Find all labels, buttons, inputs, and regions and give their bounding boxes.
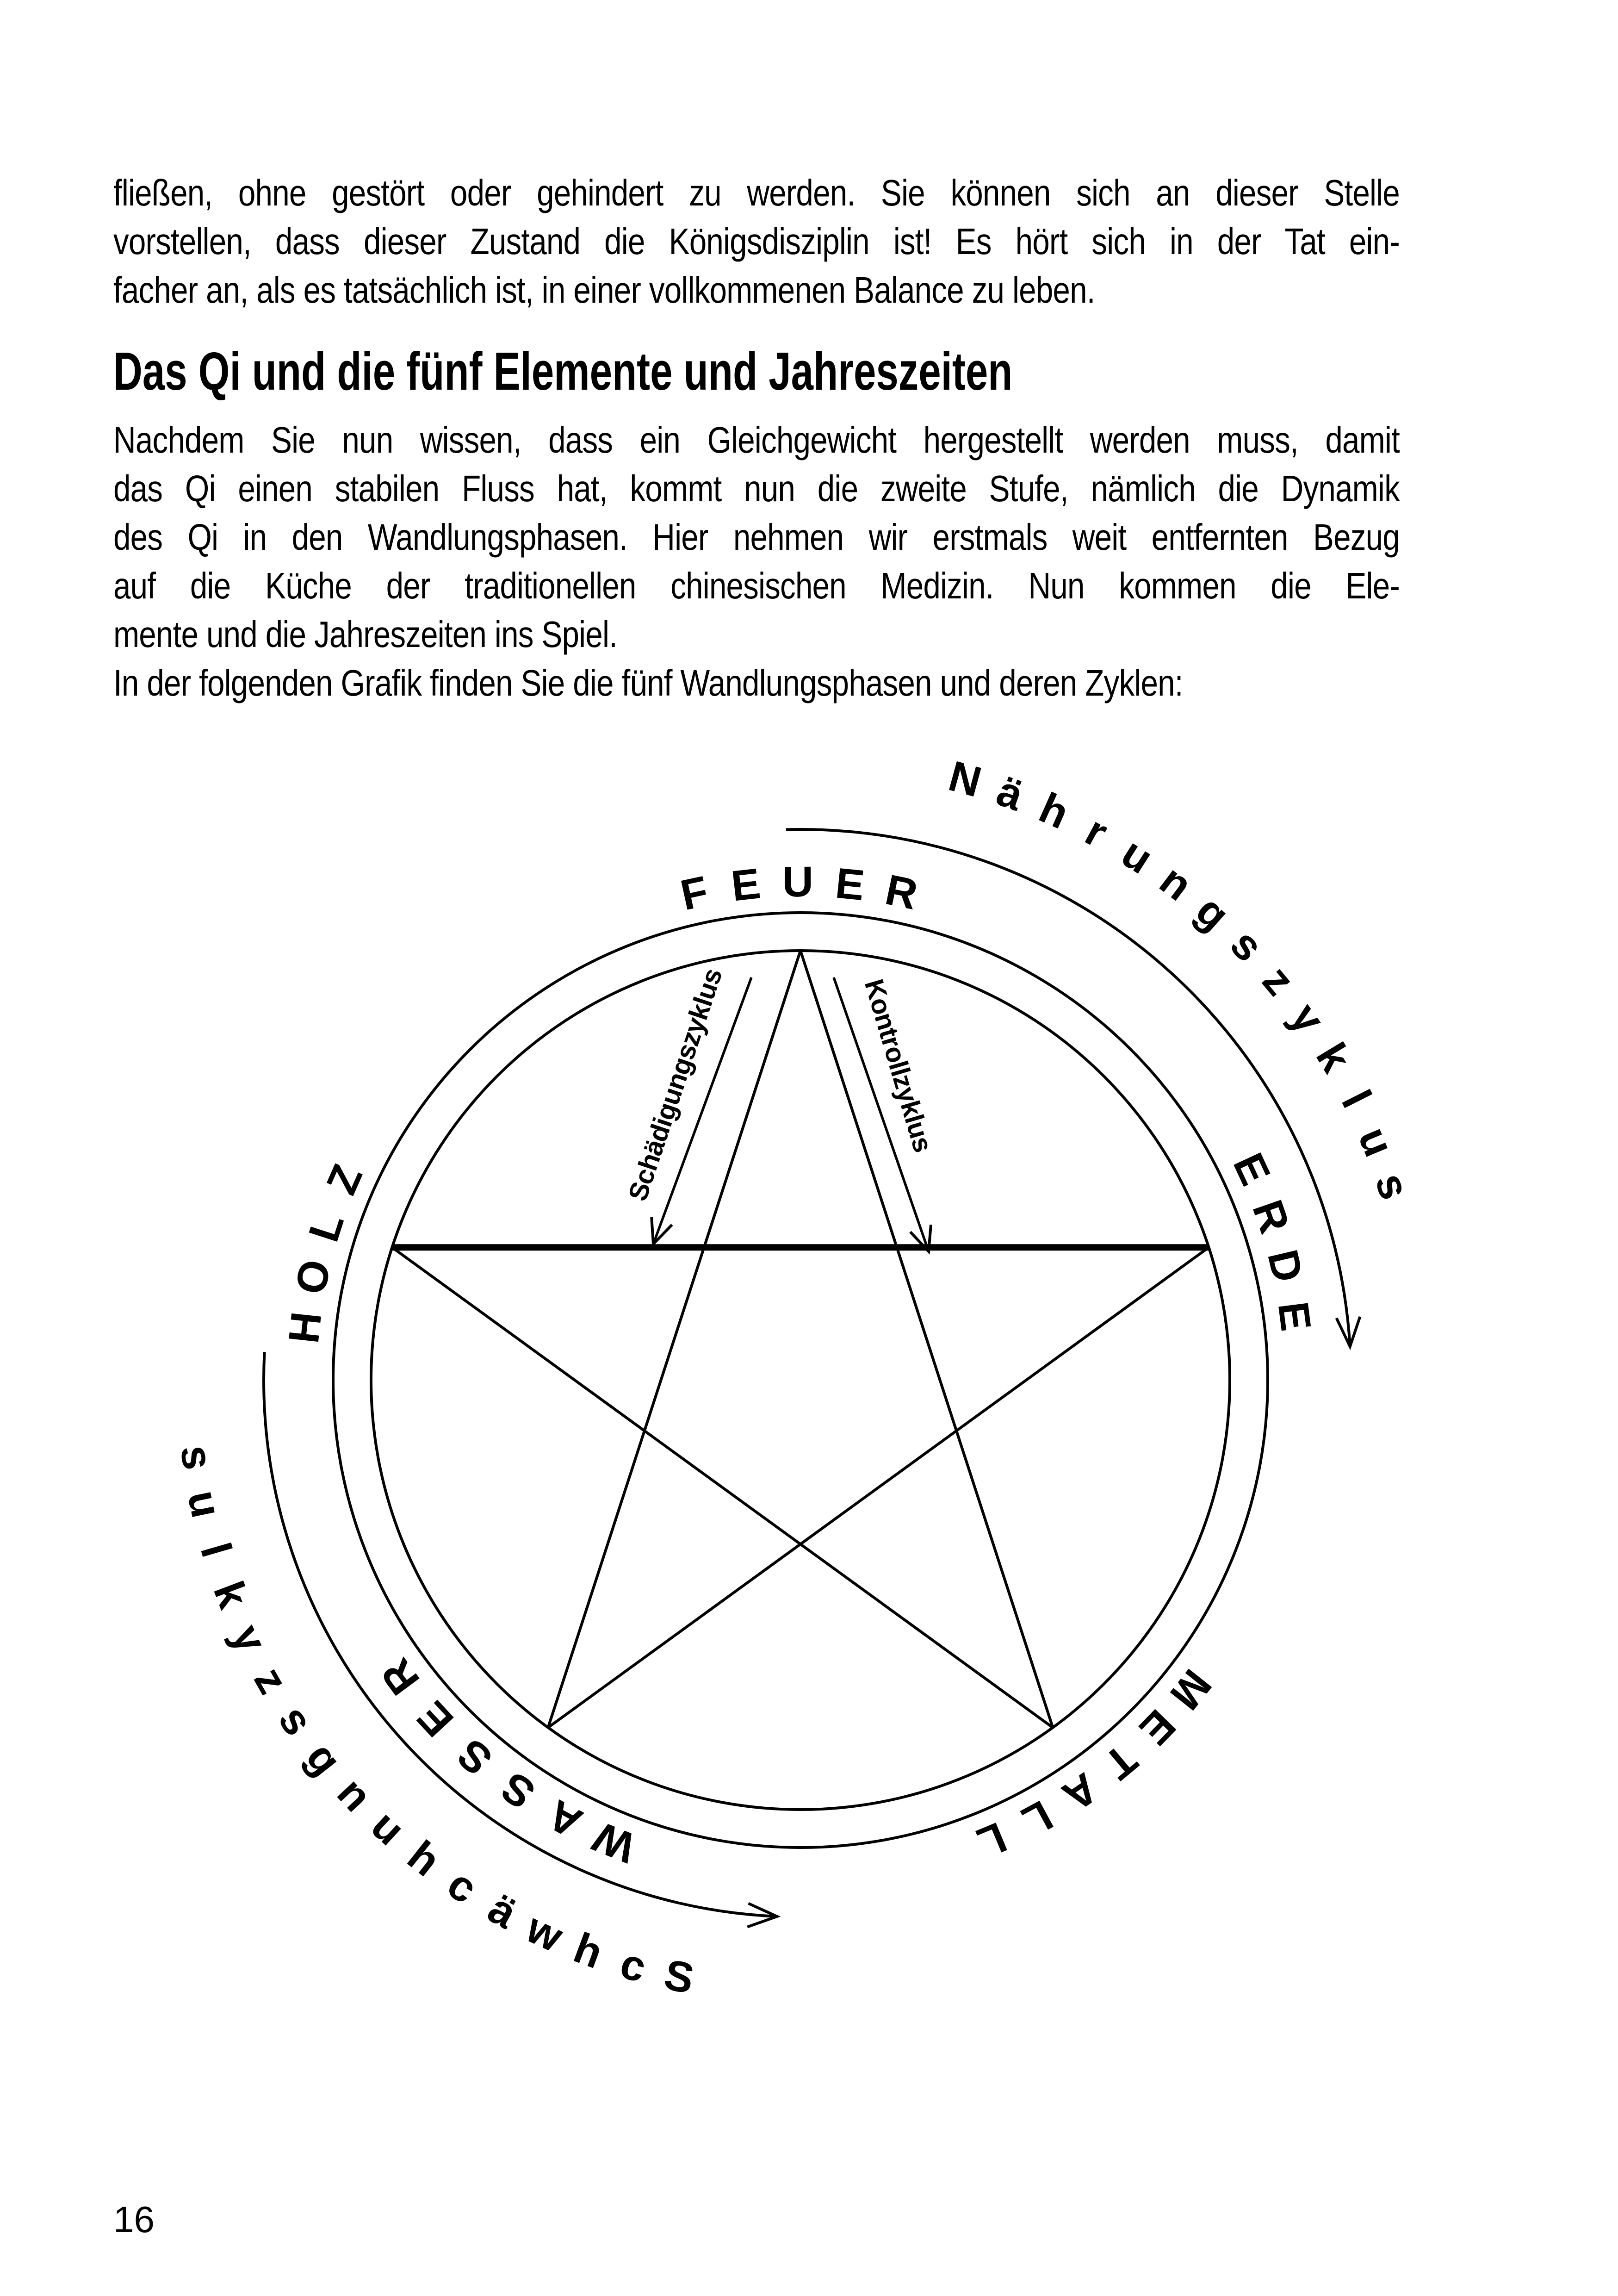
cycle-label-schwaechungszyklus: h — [399, 1831, 450, 1885]
element-label-feuer: F — [676, 866, 713, 920]
element-label-feuer: U — [782, 857, 814, 906]
cycle-label-naehrungszyklus: N — [943, 751, 987, 806]
cycle-label-schwaechungszyklus: c — [615, 1939, 651, 1992]
pentagram-edge — [548, 1247, 1209, 1728]
inner-label-kontrollzyklus: Kontrollzyklus — [858, 976, 938, 1156]
element-label-erde: R — [1243, 1194, 1299, 1239]
element-label-feuer: E — [833, 859, 867, 910]
element-label-wasser: A — [539, 1790, 590, 1848]
cycle-arc — [264, 1352, 777, 1916]
element-label-holz: H — [279, 1309, 331, 1346]
element-label-metall: A — [1054, 1763, 1107, 1821]
inner-label-schaedigungszyklus: Schädigungszyklus — [622, 964, 728, 1205]
element-label-metall: L — [970, 1813, 1014, 1868]
element-label-feuer: R — [881, 865, 922, 919]
element-label-wasser: W — [586, 1812, 642, 1873]
element-label-metall: T — [1095, 1735, 1147, 1789]
element-label-feuer: E — [729, 859, 763, 910]
element-label-holz: O — [285, 1255, 340, 1299]
cycle-label-naehrungszyklus: s — [1366, 1167, 1420, 1205]
element-label-metall: L — [1014, 1791, 1060, 1846]
cycle-label-naehrungszyklus: r — [1078, 806, 1116, 857]
cycle-label-naehrungszyklus: u — [1349, 1120, 1404, 1164]
element-label-wasser: S — [492, 1762, 544, 1819]
outer-circle — [333, 913, 1268, 1848]
text-line: facher an, als es tatsächlich ist, in einer vollkommenen Balance zu leben. — [113, 269, 1095, 311]
cycle-label-schwaechungszyklus: u — [178, 1486, 231, 1522]
text-line: In der folgenden Grafik finden Sie die fünf Wandlungsphasen und deren Zyklen: — [113, 662, 1183, 703]
element-label-erde: E — [1269, 1299, 1320, 1334]
cycle-label-schwaechungszyklus: z — [245, 1659, 298, 1702]
text-line: mente und die Jahreszeiten ins Spiel. — [113, 614, 617, 655]
cycle-label-schwaechungszyklus: n — [328, 1768, 382, 1821]
pentagram-edge — [392, 1247, 1053, 1728]
cycle-label-schwaechungszyklus: c — [439, 1859, 486, 1913]
cycle-label-schwaechungszyklus: g — [297, 1733, 351, 1784]
cycle-label-schwaechungszyklus: l — [191, 1537, 241, 1562]
pentagram-edge — [800, 951, 1053, 1728]
cycle-label-schwaechungszyklus: w — [519, 1903, 570, 1961]
element-label-metall: M — [1161, 1661, 1221, 1719]
cycle-label-schwaechungszyklus: s — [171, 1442, 223, 1473]
element-label-erde: D — [1258, 1245, 1313, 1287]
cycle-label-schwaechungszyklus: y — [223, 1617, 277, 1660]
cycle-label-naehrungszyklus: g — [1187, 886, 1239, 940]
cycle-label-schwaechungszyklus: ä — [480, 1884, 525, 1938]
cycle-label-schwaechungszyklus: S — [660, 1950, 698, 2003]
cycle-label-naehrungszyklus: n — [1151, 855, 1202, 910]
cycle-label-naehrungszyklus: k — [1307, 1034, 1361, 1080]
text-line: das Qi einen stabilen Fluss hat, kommt nun die zweite Stufe, nämlich die Dynamik — [113, 468, 1400, 509]
element-label-holz: Z — [317, 1157, 372, 1201]
element-label-metall: E — [1130, 1700, 1185, 1755]
cycle-label-schwaechungszyklus: k — [204, 1575, 258, 1615]
cycle-label-naehrungszyklus: s — [1221, 920, 1273, 971]
inner-circle — [371, 951, 1230, 1810]
text-line: des Qi in den Wandlungsphasen. Hier nehmen wir erstmals weit entfernten Bezug — [113, 516, 1400, 558]
cycle-label-schwaechungszyklus: h — [567, 1923, 609, 1978]
text-line: vorstellen, dass dieser Zustand die Königsdisziplin ist! Es hört sich in der Tat ein- — [113, 221, 1400, 262]
cycle-label-schwaechungszyklus: u — [362, 1801, 415, 1854]
text-line: fließen, ohne gestört oder gehindert zu werden. Sie können sich an dieser Stelle — [113, 172, 1400, 213]
text-line: auf die Küche der traditionellen chinesischen Medizin. Nun kommen die Ele- — [113, 565, 1400, 606]
element-label-wasser: E — [408, 1692, 463, 1746]
element-label-wasser: S — [448, 1730, 502, 1785]
cycle-label-naehrungszyklus: h — [1032, 783, 1076, 838]
element-label-erde: E — [1224, 1145, 1280, 1193]
element-label-holz: L — [299, 1207, 353, 1247]
cycle-label-naehrungszyklus: ä — [991, 766, 1030, 820]
page-number: 16 — [113, 2199, 155, 2240]
text-line: Nachdem Sie nun wissen, dass ein Gleichgewicht hergestellt werden muss, damit — [113, 419, 1400, 460]
cycle-label-schwaechungszyklus: s — [269, 1697, 323, 1744]
element-label-wasser: R — [372, 1650, 429, 1704]
cycle-label-naehrungszyklus: l — [1332, 1083, 1381, 1115]
section-heading: Das Qi und die fünf Elemente und Jahreszeiten — [113, 341, 1013, 401]
cycle-label-naehrungszyklus: y — [1281, 994, 1334, 1042]
cycle-label-naehrungszyklus: z — [1253, 957, 1304, 1004]
cycle-label-naehrungszyklus: u — [1113, 828, 1162, 883]
